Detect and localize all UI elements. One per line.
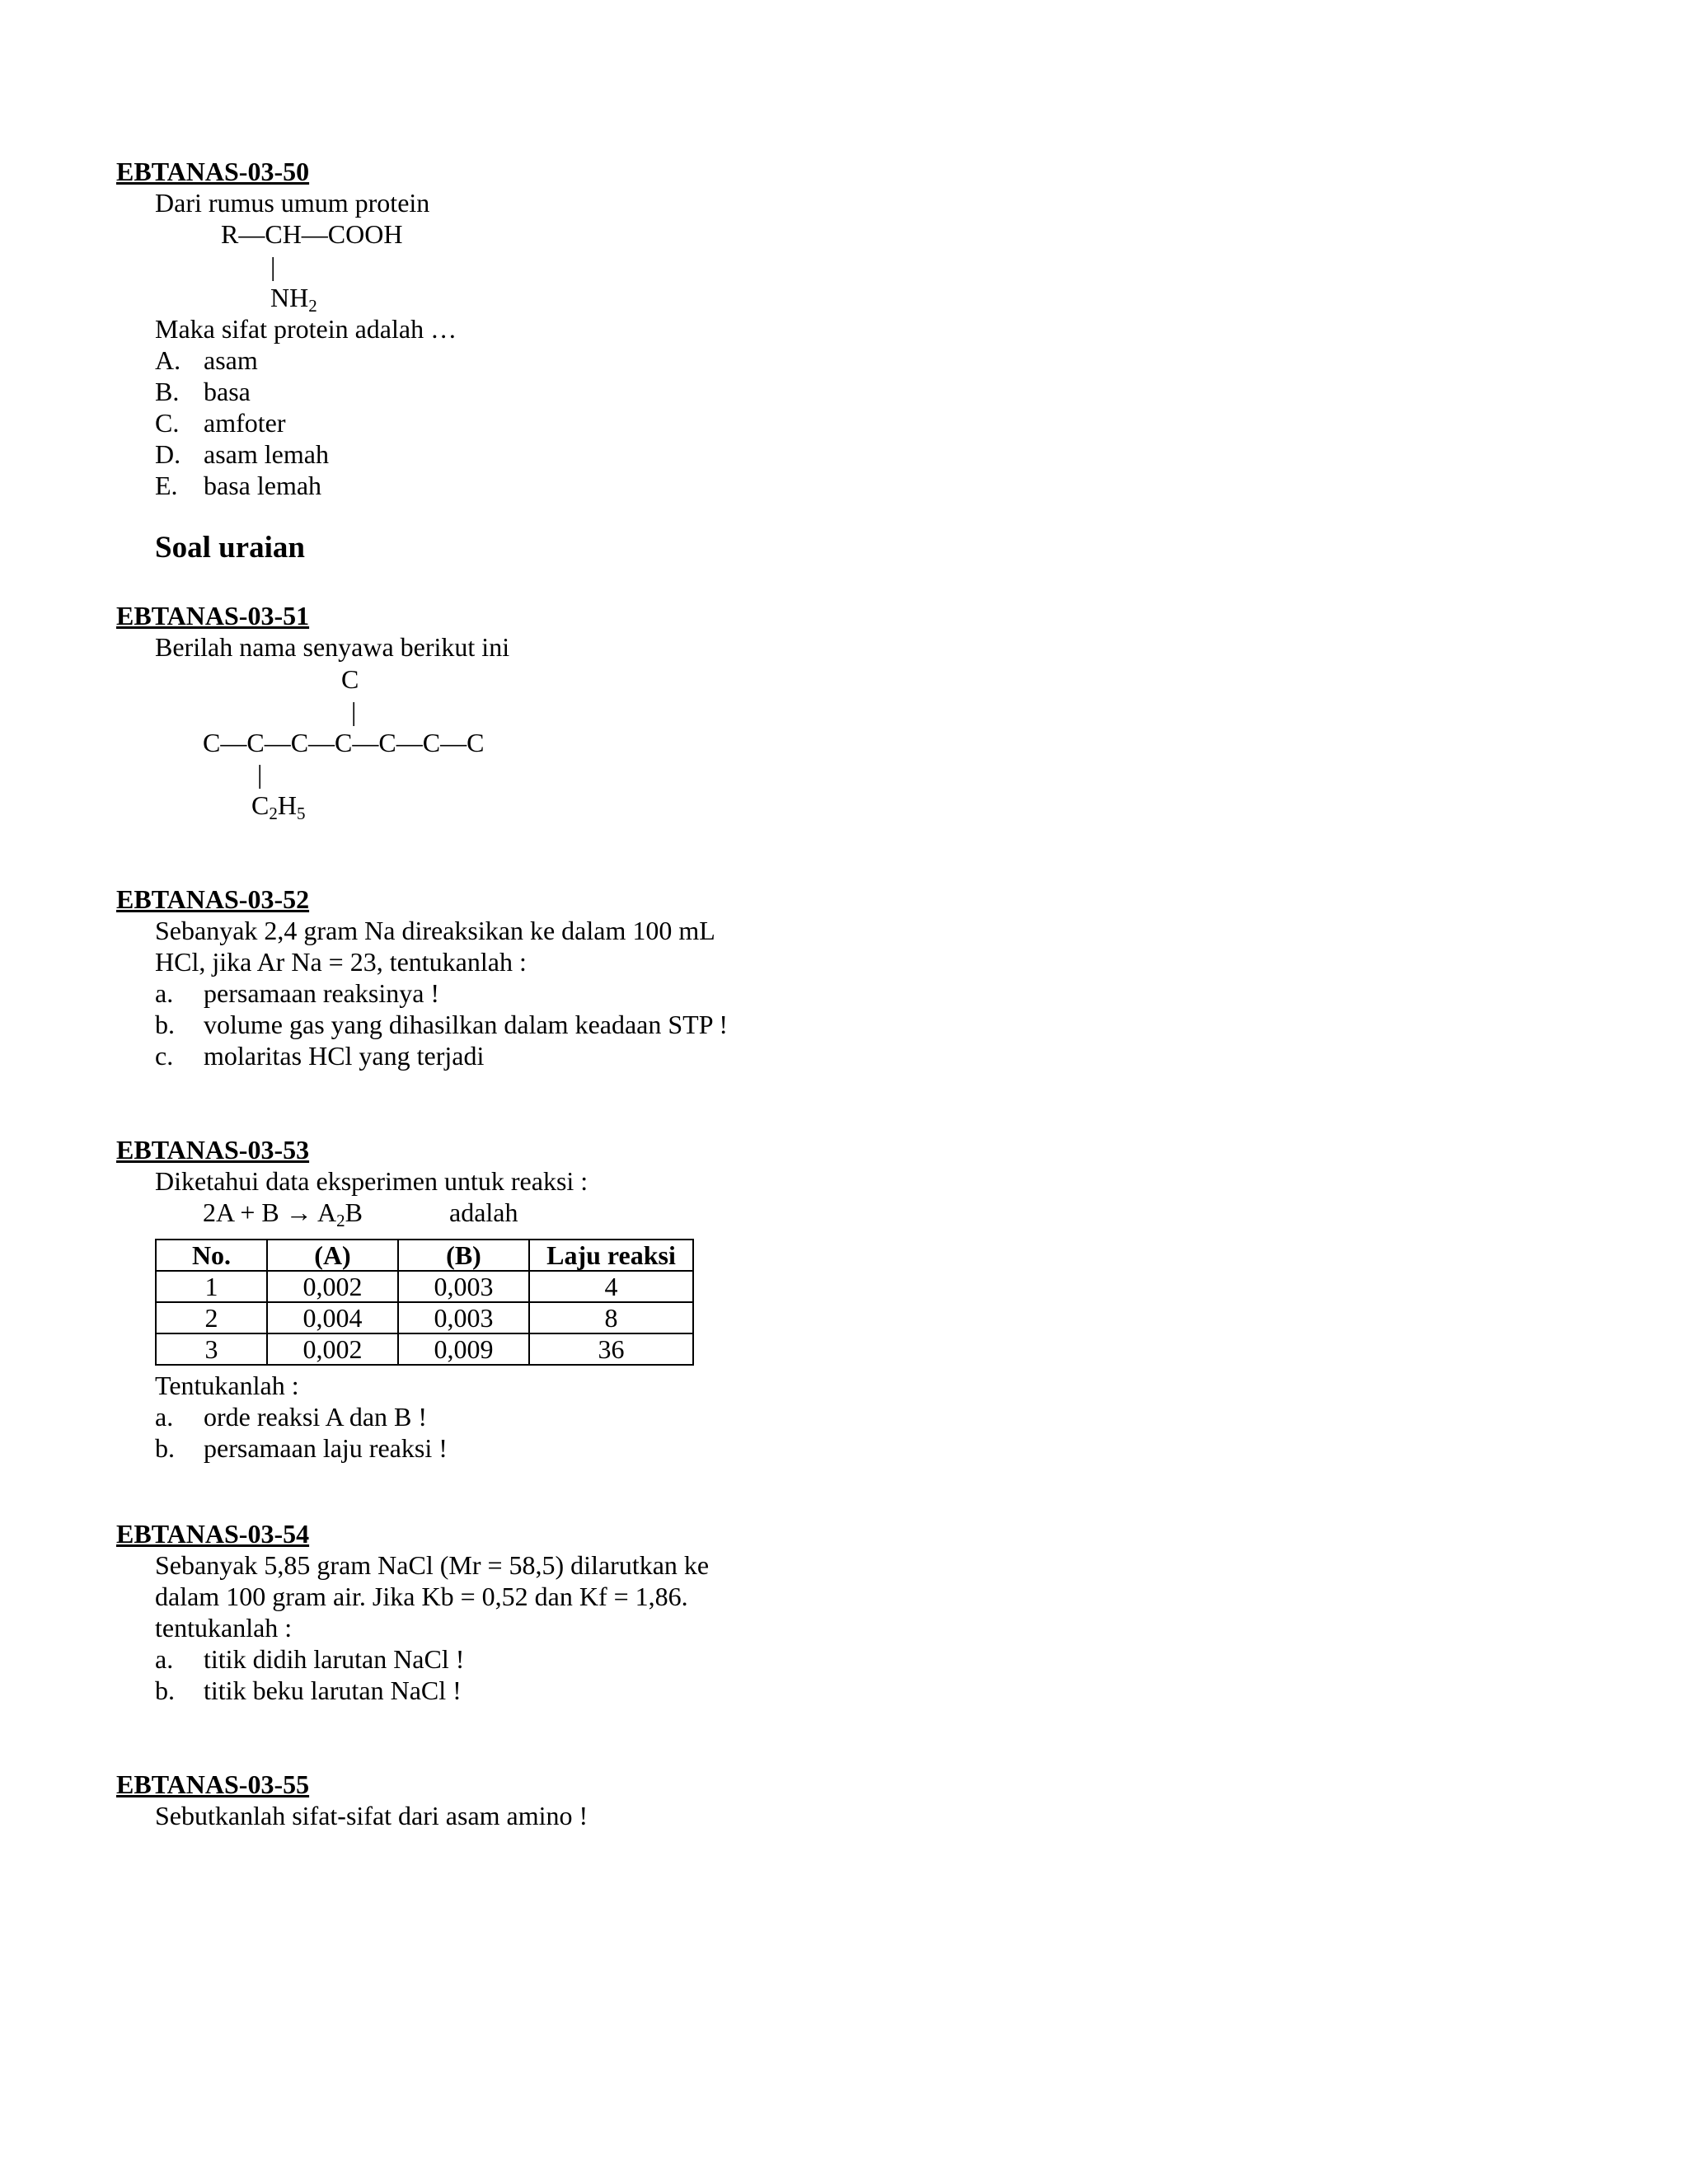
q51-ethyl-sub2: 5 [296,804,306,823]
item-text: orde reaksi A dan B ! [204,1402,428,1432]
item-text: molaritas HCl yang terjadi [204,1041,485,1071]
q53-eq-left: 2A + B → A [203,1197,337,1227]
option-letter: D. [155,439,181,469]
option-letter: E. [155,471,178,500]
table-header-row [156,1240,693,1271]
table-row [156,1302,693,1333]
q52-line-2: HCl, jika Ar Na = 23, tentukanlah : [155,947,527,977]
table-cell: 0,004 [267,1302,398,1333]
option-text: asam [204,345,258,375]
q53-ask: Tentukanlah : [155,1371,299,1400]
table-cell: 8 [529,1302,693,1333]
q51-ethyl-group [251,790,305,822]
q54-line-3: tentukanlah : [155,1613,293,1643]
q50-option-e [155,470,322,502]
table-header-cell: (B) [398,1240,529,1271]
q53-intro: Diketahui data eksperimen untuk reaksi : [155,1166,588,1196]
q50-option-c [155,407,286,439]
table-cell: 2 [156,1302,267,1333]
question-heading-52: EBTANAS-03-52 [116,884,310,914]
q50-intro: Dari rumus umum protein [155,188,430,218]
q51-ethyl-c: C [251,790,270,820]
q53-eq-word: adalah [449,1197,518,1227]
q50-amine-text: NH [270,283,309,312]
question-heading-55: EBTANAS-03-55 [116,1769,310,1799]
experiment-table [155,1239,694,1366]
question-heading-51: EBTANAS-03-51 [116,601,310,630]
item-text: titik beku larutan NaCl ! [204,1675,462,1705]
q54-item-a [155,1643,465,1675]
item-letter: a. [155,978,174,1008]
q54-item-b [155,1675,462,1707]
q51-main-chain: C—C—C—C—C—C—C [203,728,485,757]
q52-line-1: Sebanyak 2,4 gram Na direaksikan ke dalam 100 mL [155,916,715,945]
table-header-cell: (A) [267,1240,398,1271]
q53-equation [203,1197,363,1229]
table-cell: 0,003 [398,1271,529,1302]
question-heading-53: EBTANAS-03-53 [116,1135,310,1165]
table-header-cell: No. [156,1240,267,1271]
table-header-cell: Laju reaksi [529,1240,693,1271]
item-letter: b. [155,1433,175,1463]
q50-question: Maka sifat protein adalah … [155,314,457,344]
q50-formula-top: R—CH—COOH [221,219,403,249]
item-text: titik didih larutan NaCl ! [204,1644,465,1674]
q50-option-a [155,344,258,377]
q50-amine-sub: 2 [308,296,317,316]
table-cell: 36 [529,1333,693,1365]
q51-ethyl-h: H [277,790,297,820]
item-letter: a. [155,1402,174,1432]
table-cell: 0,002 [267,1333,398,1365]
item-text: volume gas yang dihasilkan dalam keadaan STP ! [204,1010,728,1039]
table-row [156,1333,693,1365]
q51-ethyl-sub1: 2 [269,804,278,823]
q50-formula-bond: | [270,251,276,281]
q53-item-b [155,1432,448,1465]
table-cell: 1 [156,1271,267,1302]
table-row [156,1271,693,1302]
table-cell: 0,003 [398,1302,529,1333]
option-letter: B. [155,377,180,406]
q54-line-1: Sebanyak 5,85 gram NaCl (Mr = 58,5) dilarutkan ke [155,1550,710,1580]
table-cell: 3 [156,1333,267,1365]
section-title: Soal uraian [155,531,305,565]
q50-option-d [155,438,329,471]
option-text: amfoter [204,408,286,438]
option-text: asam lemah [204,439,329,469]
q51-intro: Berilah nama senyawa berikut ini [155,632,510,662]
option-text: basa lemah [204,471,322,500]
q50-formula-amine [270,282,317,314]
option-letter: A. [155,345,181,375]
item-letter: a. [155,1644,174,1674]
q53-eq-sub: 2 [336,1211,345,1230]
item-text: persamaan reaksinya ! [204,978,440,1008]
q50-option-b [155,376,251,408]
q53-eq-right: B [345,1197,363,1227]
q51-top-carbon: C [341,664,359,694]
item-letter: b. [155,1010,175,1039]
table-cell: 0,002 [267,1271,398,1302]
q54-line-2: dalam 100 gram air. Jika Kb = 0,52 dan Kf = 1,86. [155,1582,688,1611]
q55-text: Sebutkanlah sifat-sifat dari asam amino ! [155,1801,588,1830]
q51-top-bond: | [351,696,357,726]
option-text: basa [204,377,251,406]
q53-item-a [155,1401,428,1433]
item-letter: b. [155,1675,175,1705]
q52-item-b [155,1009,728,1041]
q52-item-c [155,1040,485,1072]
item-text: persamaan laju reaksi ! [204,1433,448,1463]
table-cell: 0,009 [398,1333,529,1365]
question-heading-50: EBTANAS-03-50 [116,157,310,186]
question-heading-54: EBTANAS-03-54 [116,1519,310,1549]
item-letter: c. [155,1041,174,1071]
table-cell: 4 [529,1271,693,1302]
option-letter: C. [155,408,180,438]
q52-item-a [155,977,440,1010]
q51-bottom-bond: | [257,759,263,789]
